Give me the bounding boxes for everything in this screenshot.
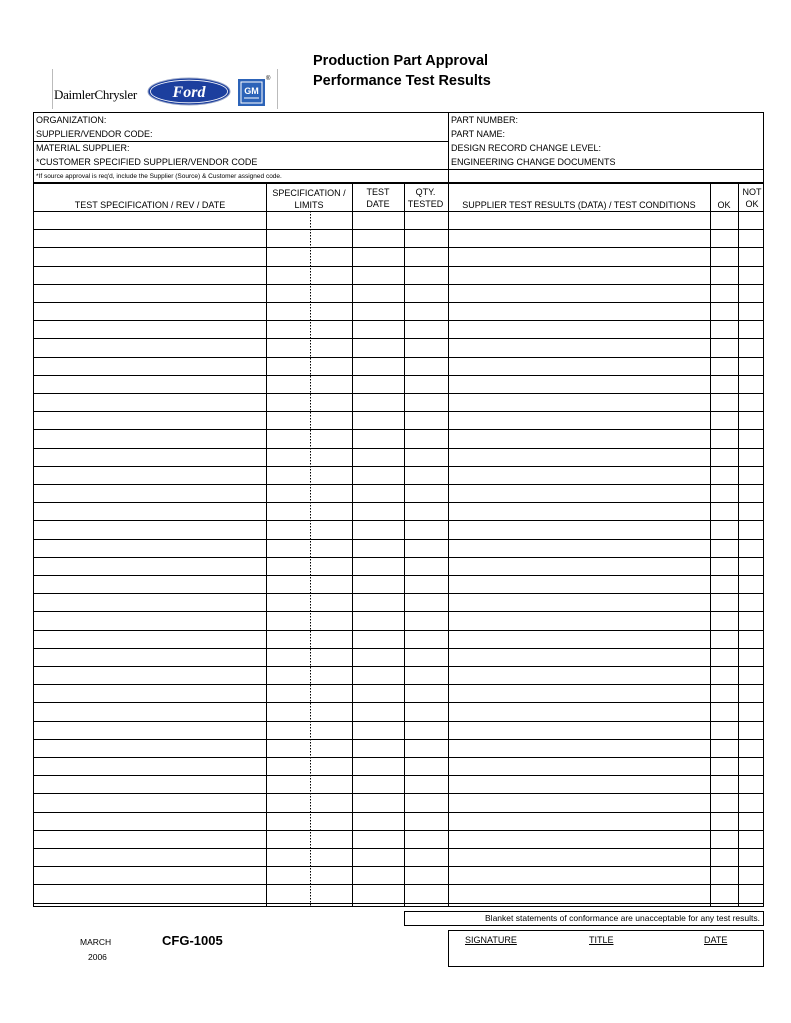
gm-logo-icon — [238, 79, 265, 106]
daimlerchrysler-logo: DaimlerChrysler — [54, 87, 137, 102]
form-title-line1: Production Part Approval — [313, 53, 489, 69]
revision-year: 2006 — [88, 952, 107, 962]
header-test-spec: TEST SPECIFICATION / REV / DATE — [74, 200, 226, 210]
header-ok: OK — [717, 200, 731, 210]
ford-logo-text: Ford — [172, 84, 206, 101]
header-qty-2: TESTED — [407, 199, 444, 209]
header-not-ok-2: OK — [745, 199, 759, 209]
header-spec-limits-1: SPECIFICATION / — [272, 188, 346, 198]
table-grid — [34, 184, 763, 906]
customer-vendor-code-label: *CUSTOMER SPECIFIED SUPPLIER/VENDOR CODE — [36, 157, 258, 167]
supplier-vendor-code-label: SUPPLIER/VENDOR CODE: — [36, 129, 153, 139]
title-label: TITLE — [589, 935, 614, 945]
signature-label: SIGNATURE — [465, 935, 517, 945]
header-supplier-results: SUPPLIER TEST RESULTS (DATA) / TEST CONDITIONS — [462, 200, 696, 210]
form-title-line2: Performance Test Results — [313, 73, 491, 89]
info-divider — [34, 141, 449, 142]
material-supplier-label: MATERIAL SUPPLIER: — [36, 143, 130, 153]
test-results-table — [33, 183, 764, 907]
info-column-divider — [448, 113, 449, 183]
organization-label: ORGANIZATION: — [36, 115, 107, 125]
header-spec-limits-2: LIMITS — [294, 200, 324, 210]
gm-logo-text: GM — [244, 86, 259, 96]
source-approval-note: *If source approval is req'd, include the Supplier (Source) & Customer assigned code. — [36, 173, 282, 180]
header-test-date-1: TEST — [366, 187, 390, 197]
ford-logo-icon — [147, 77, 231, 106]
info-block — [33, 112, 764, 183]
design-record-label: DESIGN RECORD CHANGE LEVEL: — [451, 143, 602, 153]
engineering-change-label: ENGINEERING CHANGE DOCUMENTS — [451, 157, 616, 167]
blanket-statement-note: Blanket statements of conformance are unacceptable for any test results. — [404, 911, 764, 926]
signature-block — [448, 930, 764, 967]
info-divider — [34, 169, 449, 170]
revision-month: MARCH — [80, 937, 112, 947]
info-divider — [449, 169, 764, 170]
part-number-label: PART NUMBER: — [451, 115, 519, 125]
header-not-ok-1: NOT — [742, 187, 762, 197]
form-number: CFG-1005 — [162, 933, 223, 948]
header-test-date-2: DATE — [366, 199, 390, 209]
header-qty-1: QTY. — [415, 187, 436, 197]
part-name-label: PART NAME: — [451, 129, 506, 139]
registered-mark: ® — [266, 76, 271, 82]
date-label: DATE — [704, 935, 728, 945]
